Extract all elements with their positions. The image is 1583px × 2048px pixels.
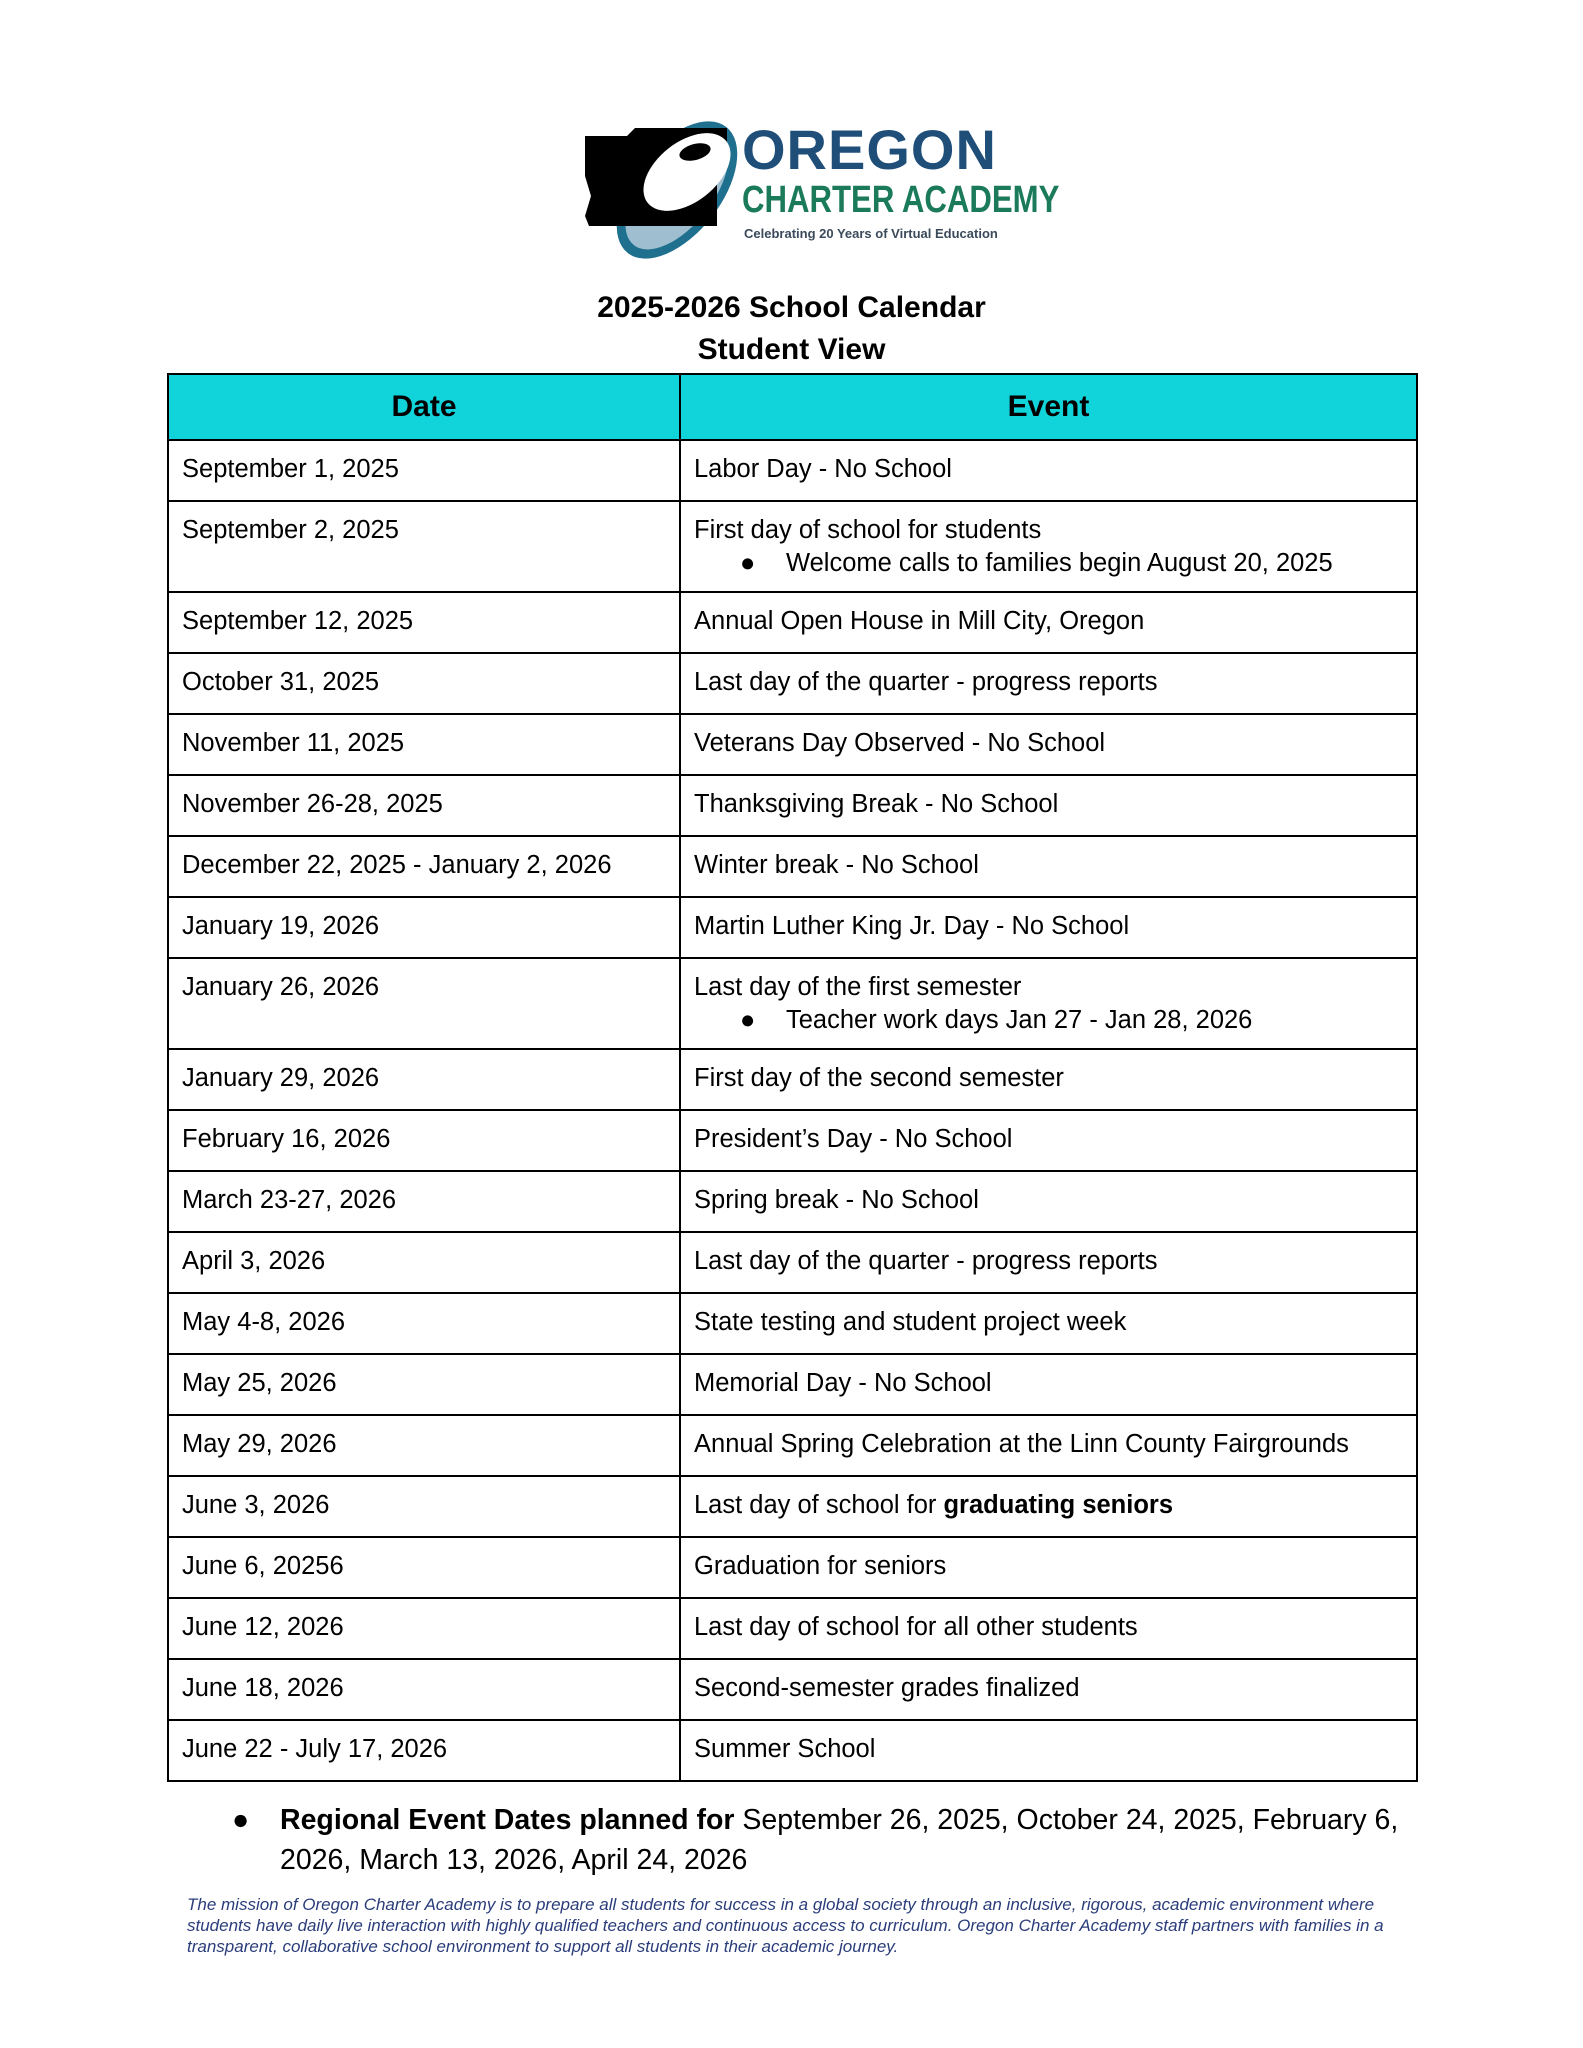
logo-tagline: Celebrating 20 Years of Virtual Education (744, 226, 998, 241)
event-cell (680, 501, 1417, 592)
date-cell: May 25, 2026 (168, 1354, 680, 1415)
table-row (168, 1232, 1417, 1293)
event-cell (680, 836, 1417, 897)
table-header-row (168, 374, 1417, 440)
event-text: Veterans Day Observed - No School (694, 729, 1106, 757)
table-row (168, 958, 1417, 1049)
table-row (168, 501, 1417, 592)
event-text: Last day of the first semester (694, 973, 1022, 1001)
event-text: Second-semester grades finalized (694, 1674, 1080, 1702)
event-cell (680, 1415, 1417, 1476)
date-cell: May 4-8, 2026 (168, 1293, 680, 1354)
calendar-table (167, 373, 1418, 1782)
date-cell: December 22, 2025 - January 2, 2026 (168, 836, 680, 897)
date-cell: September 1, 2025 (168, 440, 680, 501)
event-cell (680, 1720, 1417, 1781)
event-text: Winter break - No School (694, 851, 979, 879)
table-row (168, 836, 1417, 897)
event-text: Last day of school for all other students (694, 1613, 1138, 1641)
date-cell: June 22 - July 17, 2026 (168, 1720, 680, 1781)
date-cell: November 26-28, 2025 (168, 775, 680, 836)
regional-event-lead: Regional Event Dates planned for (280, 1804, 735, 1836)
event-cell (680, 1598, 1417, 1659)
table-row (168, 592, 1417, 653)
table-row (168, 1354, 1417, 1415)
table-row (168, 1415, 1417, 1476)
event-text: Labor Day - No School (694, 455, 952, 483)
date-cell: November 11, 2025 (168, 714, 680, 775)
logo-name-line2: CHARTER ACADEMY (742, 179, 1060, 221)
logo (577, 106, 1060, 270)
page-title: 2025-2026 School Calendar (597, 291, 986, 324)
date-cell: September 2, 2025 (168, 501, 680, 592)
event-cell (680, 1110, 1417, 1171)
event-cell (680, 1476, 1417, 1537)
event-subitem (694, 549, 1404, 578)
event-subitem-text: Welcome calls to families begin August 20, 2025 (786, 549, 1333, 577)
date-cell: September 12, 2025 (168, 592, 680, 653)
logo-name-line1: OREGON (742, 118, 997, 181)
event-text: President’s Day - No School (694, 1125, 1013, 1153)
event-text: Memorial Day - No School (694, 1369, 992, 1397)
bullet-icon: ● (740, 1006, 756, 1034)
header-event: Event (680, 374, 1417, 440)
event-text: State testing and student project week (694, 1308, 1127, 1336)
event-cell (680, 653, 1417, 714)
table-row (168, 1720, 1417, 1781)
date-cell: October 31, 2025 (168, 653, 680, 714)
event-cell (680, 1659, 1417, 1720)
oregon-state-emblem (577, 106, 742, 270)
event-text: Martin Luther King Jr. Day - No School (694, 912, 1130, 940)
event-text: Annual Open House in Mill City, Oregon (694, 607, 1145, 635)
event-text: Last day of school for (694, 1491, 944, 1519)
event-subitem-text: Teacher work days Jan 27 - Jan 28, 2026 (786, 1006, 1253, 1034)
page-subtitle: Student View (697, 333, 886, 366)
event-text: Last day of the quarter - progress reports (694, 668, 1158, 696)
calendar-table-body (168, 440, 1417, 1781)
event-text: Last day of the quarter - progress reports (694, 1247, 1158, 1275)
date-cell: June 3, 2026 (168, 1476, 680, 1537)
table-row (168, 1476, 1417, 1537)
event-text: Spring break - No School (694, 1186, 979, 1214)
event-cell (680, 592, 1417, 653)
table-row (168, 440, 1417, 501)
event-text: Graduation for seniors (694, 1552, 947, 1580)
table-row (168, 1049, 1417, 1110)
event-emphasis: graduating seniors (943, 1491, 1174, 1519)
event-cell (680, 958, 1417, 1049)
event-text: Annual Spring Celebration at the Linn County Fairgrounds (694, 1430, 1349, 1458)
table-row (168, 1537, 1417, 1598)
table-row (168, 1598, 1417, 1659)
event-text: First day of school for students (694, 516, 1042, 544)
event-cell (680, 440, 1417, 501)
event-text: Thanksgiving Break - No School (694, 790, 1059, 818)
event-cell (680, 714, 1417, 775)
event-cell (680, 1354, 1417, 1415)
table-row (168, 1293, 1417, 1354)
date-cell: March 23-27, 2026 (168, 1171, 680, 1232)
date-cell: May 29, 2026 (168, 1415, 680, 1476)
mission-statement: The mission of Oregon Charter Academy is to prepare all students for success in a global society through an inclusive, rigorous, academic environment where students have daily live interaction with highly qualified teachers and continuous access to curriculum. Oregon Charter Academy staff partners with families in a transparent, collaborative school environment to support all students in their academic journey. (187, 1895, 1384, 1956)
date-cell: June 18, 2026 (168, 1659, 680, 1720)
event-cell (680, 1049, 1417, 1110)
event-subitem (694, 1006, 1404, 1035)
table-row (168, 1110, 1417, 1171)
bullet-icon: ● (740, 549, 756, 577)
event-cell (680, 1293, 1417, 1354)
date-cell: February 16, 2026 (168, 1110, 680, 1171)
event-cell (680, 1171, 1417, 1232)
event-cell (680, 1537, 1417, 1598)
event-cell (680, 1232, 1417, 1293)
date-cell: January 29, 2026 (168, 1049, 680, 1110)
event-cell (680, 775, 1417, 836)
date-cell: January 26, 2026 (168, 958, 680, 1049)
table-row (168, 653, 1417, 714)
event-cell (680, 897, 1417, 958)
regional-event-note (232, 1800, 1420, 1880)
header-date: Date (168, 374, 680, 440)
table-row (168, 1659, 1417, 1720)
regional-event-dates: September 26, 2025, October 24, 2025, February 6, 2026, March 13, 2026, April 24, 2026 (280, 1804, 1399, 1876)
date-cell: June 6, 20256 (168, 1537, 680, 1598)
regional-event-text (235, 1800, 1420, 1880)
table-row (168, 897, 1417, 958)
bullet-icon: ● (232, 1804, 250, 1836)
table-row (168, 1171, 1417, 1232)
event-text: First day of the second semester (694, 1064, 1064, 1092)
date-cell: January 19, 2026 (168, 897, 680, 958)
date-cell: June 12, 2026 (168, 1598, 680, 1659)
event-text: Summer School (694, 1735, 876, 1763)
table-row (168, 714, 1417, 775)
date-cell: April 3, 2026 (168, 1232, 680, 1293)
table-row (168, 775, 1417, 836)
